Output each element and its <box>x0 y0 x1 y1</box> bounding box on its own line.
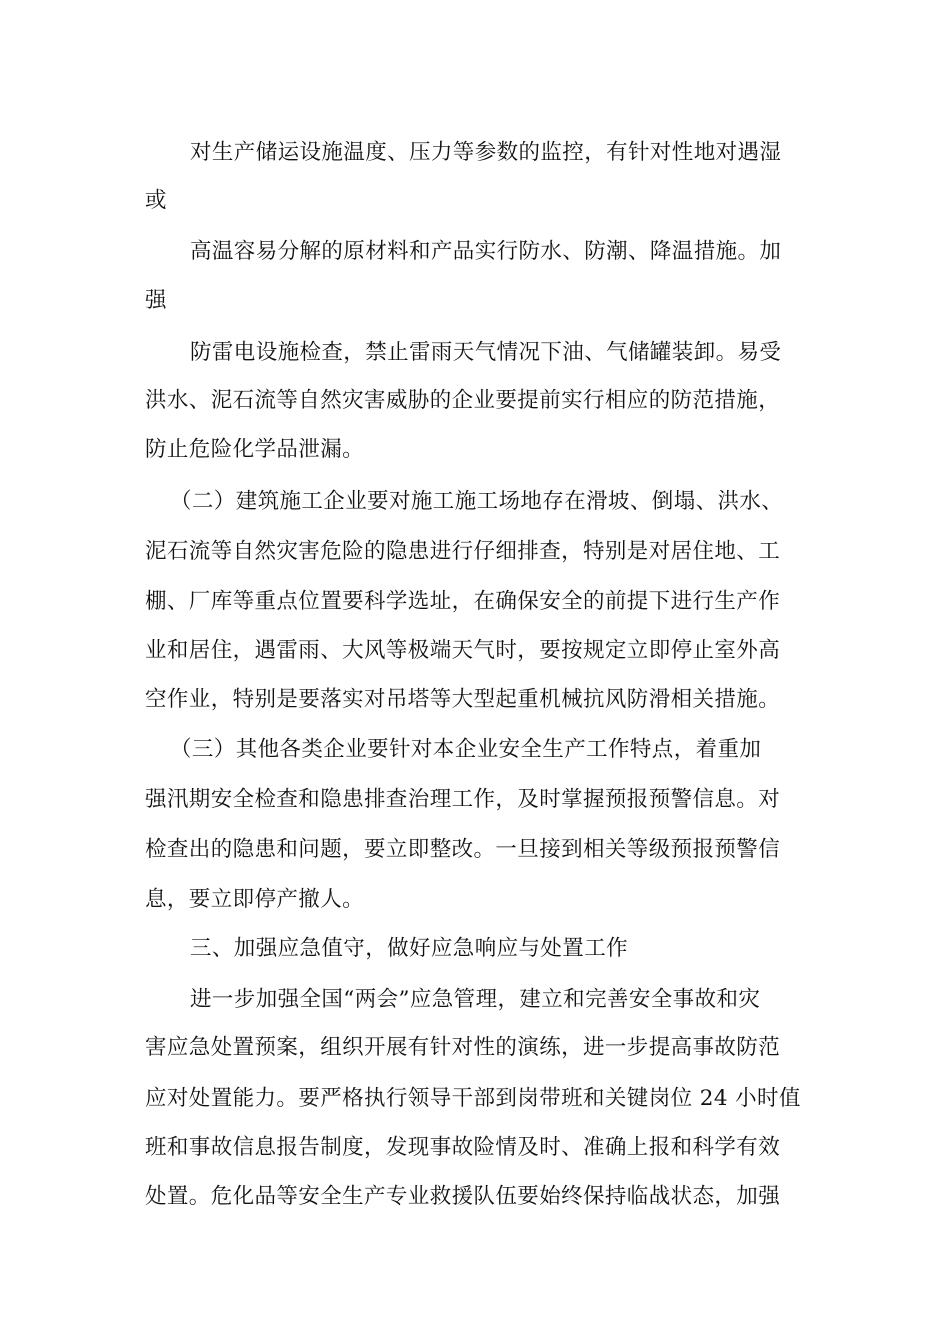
text-line: （三）其他各类企业要针对本企业安全生产工作特点，着重加 <box>170 737 762 762</box>
text-line: 或 <box>145 188 167 213</box>
text-line: 业和居住，遇雷雨、大风等极端天气时，要按规定立即停止室外高 <box>145 638 781 663</box>
text-line: 息，要立即停产撤人。 <box>145 887 365 912</box>
text-line: （二）建筑施工企业要对施工施工场地存在滑坡、倒塌、洪水、 <box>170 489 784 514</box>
text-line: 害应急处置预案，组织开展有针对性的演练，进一步提高事故防范 <box>145 1035 781 1060</box>
text-line: 进一步加强全国“两会”应急管理，建立和完善安全事故和灾 <box>190 987 761 1012</box>
text-line: 强汛期安全检查和隐患排查治理工作，及时掌握预报预警信息。对 <box>145 787 781 812</box>
text-line: 对生产储运设施温度、压力等参数的监控，有针对性地对遇湿 <box>190 140 782 165</box>
text-line: 防止危险化学品泄漏。 <box>145 437 365 462</box>
text-line: 泥石流等自然灾害危险的隐患进行仔细排查，特别是对居住地、工 <box>145 539 781 564</box>
text-line: 高温容易分解的原材料和产品实行防水、防潮、降温措施。加 <box>190 239 782 264</box>
text-line: 处置。危化品等安全生产专业救援队伍要始终保持临战状态，加强 <box>145 1184 781 1209</box>
text-line: 空作业，特别是要落实对吊塔等大型起重机械抗风防滑相关措施。 <box>145 687 781 712</box>
text-line: 棚、厂库等重点位置要科学选址，在确保安全的前提下进行生产作 <box>145 589 781 614</box>
text-line: 应对处置能力。要严格执行领导干部到岗带班和关键岗位 24 小时值 <box>145 1086 801 1111</box>
text-line: 班和事故信息报告制度，发现事故险情及时、准确上报和科学有效 <box>145 1135 781 1160</box>
text-line: 强 <box>145 288 167 313</box>
text-line: 防雷电设施检查，禁止雷雨天气情况下油、气储罐装卸。易受 <box>190 340 782 365</box>
section-heading: 三、加强应急值守，做好应急响应与处置工作 <box>190 936 629 961</box>
text-line: 检查出的隐患和问题，要立即整改。一旦接到相关等级预报预警信 <box>145 837 781 862</box>
text-line: 洪水、泥石流等自然灾害威胁的企业要提前实行相应的防范措施， <box>145 388 781 413</box>
